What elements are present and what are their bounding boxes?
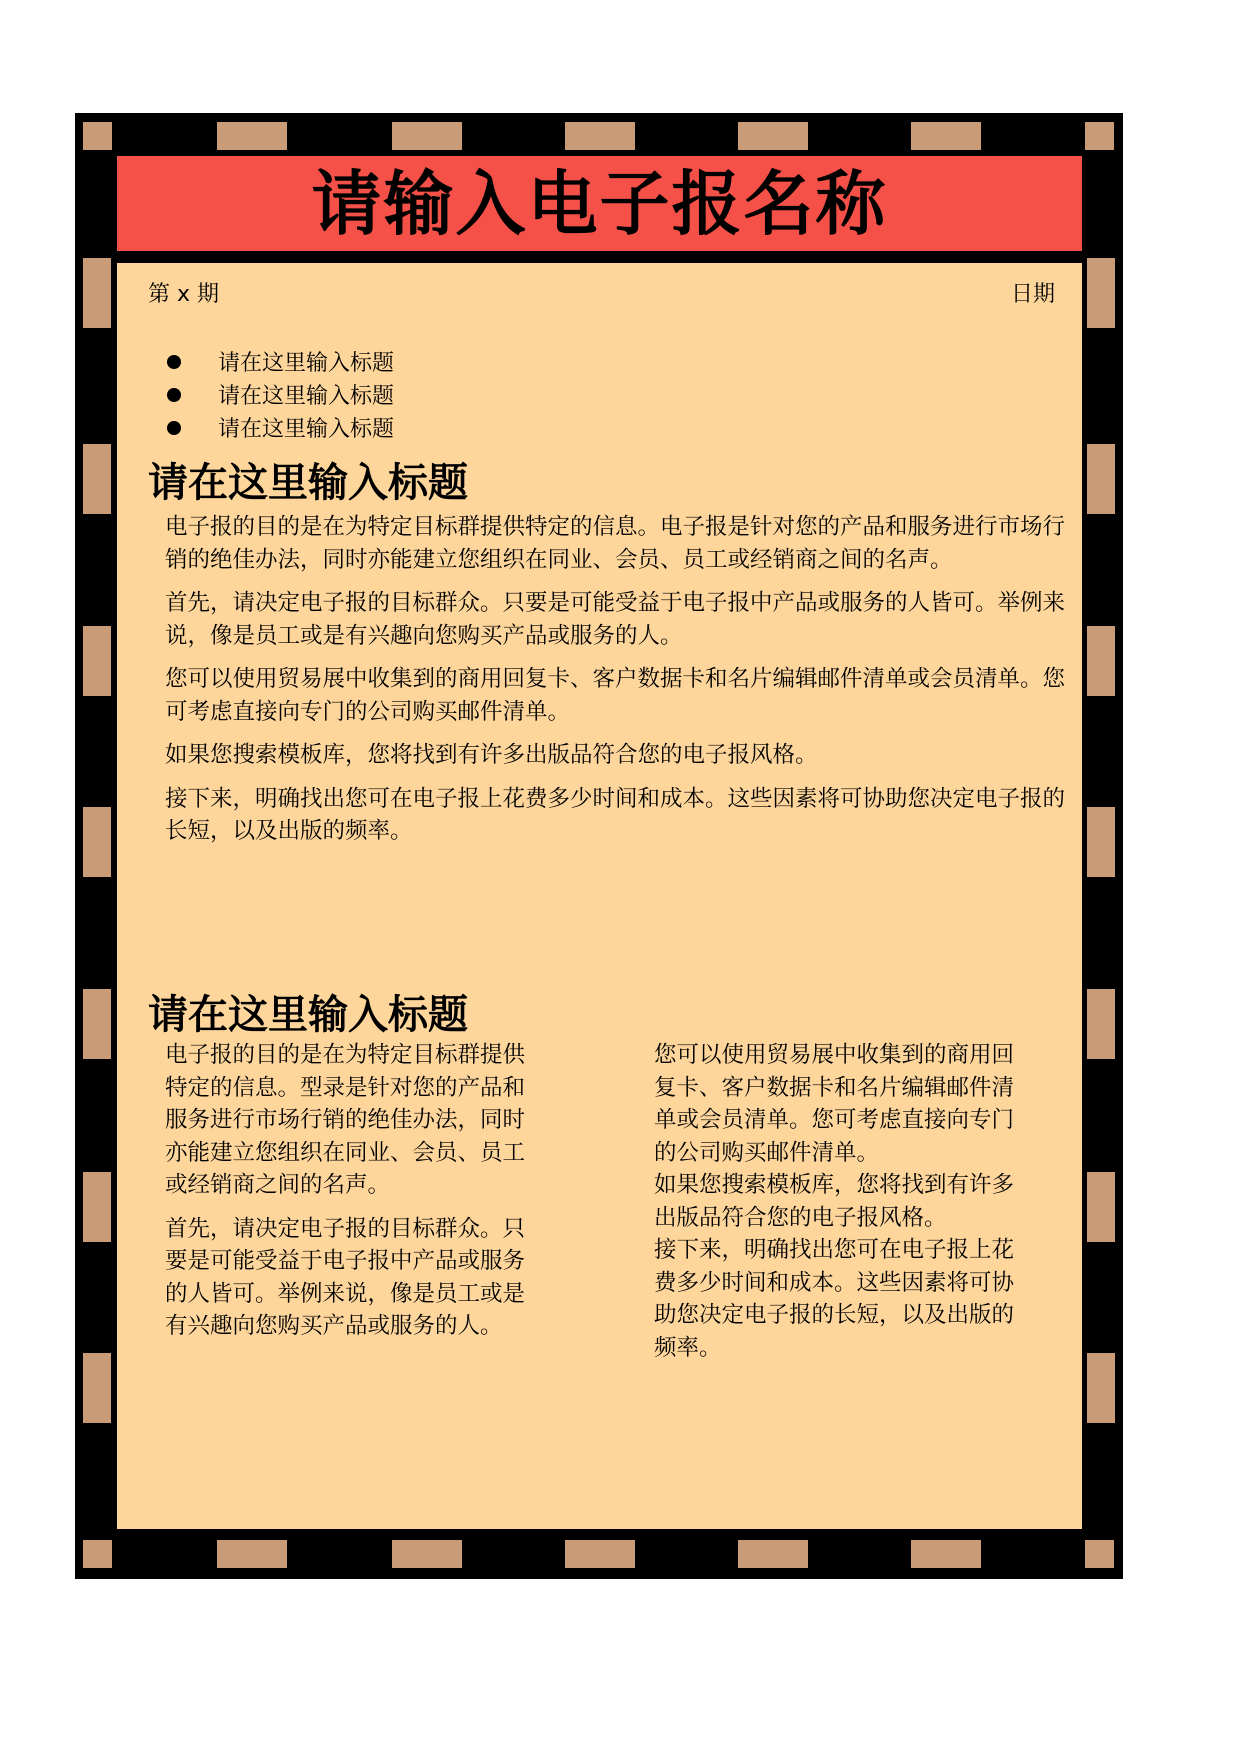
section2-heading[interactable]: 请在这里输入标题	[148, 992, 468, 1038]
title-banner	[117, 156, 1082, 251]
border-square	[83, 807, 111, 877]
toc-item-label: 请在这里输入标题	[218, 384, 395, 409]
border-square	[217, 1540, 287, 1568]
border-square	[565, 1540, 635, 1568]
border-square	[83, 989, 111, 1059]
toc-item[interactable]	[167, 411, 394, 444]
border-square	[911, 122, 981, 150]
border-square	[83, 1172, 111, 1242]
border-square	[1087, 1172, 1115, 1242]
section1-paragraph[interactable]: 接下来，明确找出您可在电子报上花费多少时间和成本。这些因素将可协助您决定电子报的长短，以及出版的频率。	[165, 785, 1066, 844]
toc-item-label: 请在这里输入标题	[218, 351, 395, 376]
section1-body	[165, 511, 1065, 859]
section1-paragraph[interactable]: 电子报的目的是在为特定目标群提供特定的信息。电子报是针对您的产品和服务进行市场行销的绝佳办法，同时亦能建立您组织在同业、会员、员工或经销商之间的名声。	[165, 514, 1066, 573]
section2-paragraph[interactable]: 首先，请决定电子报的目标群众。只要是可能受益于电子报中产品或服务的人皆可。举例来说，像是员工或是有兴趣向您购买产品或服务的人。	[165, 1215, 526, 1339]
bullet-icon	[167, 388, 181, 402]
border-square	[738, 1540, 808, 1568]
border-square	[1085, 1540, 1114, 1568]
border-square	[1087, 626, 1115, 696]
section1-paragraph[interactable]: 首先，请决定电子报的目标群众。只要是可能受益于电子报中产品或服务的人皆可。举例来说，像是员工或是有兴趣向您购买产品或服务的人。	[165, 590, 1066, 649]
toc-item[interactable]	[167, 345, 394, 378]
border-square	[217, 122, 287, 150]
border-square	[1087, 444, 1115, 514]
section2-left-column	[165, 1039, 525, 1354]
issue-number[interactable]: 第 x 期	[148, 282, 220, 307]
toc-item[interactable]	[167, 378, 394, 411]
border-square	[83, 626, 111, 696]
content-panel	[117, 263, 1082, 1529]
border-square	[83, 1353, 111, 1423]
issue-date[interactable]: 日期	[1010, 282, 1055, 307]
border-square	[83, 258, 111, 328]
section2-paragraph[interactable]: 接下来，明确找出您可在电子报上花费多少时间和成本。这些因素将可协助您决定电子报的长短，以及出版的频率。	[654, 1237, 1015, 1361]
newsletter-title[interactable]: 请输入电子报名称	[311, 162, 888, 245]
section2-paragraph[interactable]: 您可以使用贸易展中收集到的商用回复卡、客户数据卡和名片编辑邮件清单或会员清单。您可考虑直接向专门的公司购买邮件清单。	[654, 1042, 1015, 1166]
section1-paragraph[interactable]: 如果您搜索模板库，您将找到有许多出版品符合您的电子报风格。	[165, 742, 818, 768]
section2-right-column	[654, 1039, 1014, 1364]
border-square	[83, 1540, 112, 1568]
border-square	[1087, 807, 1115, 877]
section1-heading[interactable]: 请在这里输入标题	[148, 460, 468, 506]
border-square	[911, 1540, 981, 1568]
border-square	[392, 1540, 462, 1568]
border-square	[1087, 258, 1115, 328]
table-of-contents	[167, 345, 394, 444]
section2-paragraph[interactable]: 电子报的目的是在为特定目标群提供特定的信息。型录是针对您的产品和服务进行市场行销的绝佳办法，同时亦能建立您组织在同业、会员、员工或经销商之间的名声。	[165, 1042, 526, 1198]
bullet-icon	[167, 355, 181, 369]
toc-item-label: 请在这里输入标题	[218, 417, 395, 442]
bullet-icon	[167, 421, 181, 435]
border-square	[83, 122, 112, 150]
section2-paragraph[interactable]: 如果您搜索模板库，您将找到有许多出版品符合您的电子报风格。	[654, 1172, 1015, 1231]
border-square	[565, 122, 635, 150]
border-square	[1085, 122, 1114, 150]
section1-paragraph[interactable]: 您可以使用贸易展中收集到的商用回复卡、客户数据卡和名片编辑邮件清单或会员清单。您可考虑直接向专门的公司购买邮件清单。	[165, 666, 1066, 725]
border-square	[738, 122, 808, 150]
border-square	[1087, 989, 1115, 1059]
border-square	[392, 122, 462, 150]
border-square	[1087, 1353, 1115, 1423]
border-square	[83, 444, 111, 514]
